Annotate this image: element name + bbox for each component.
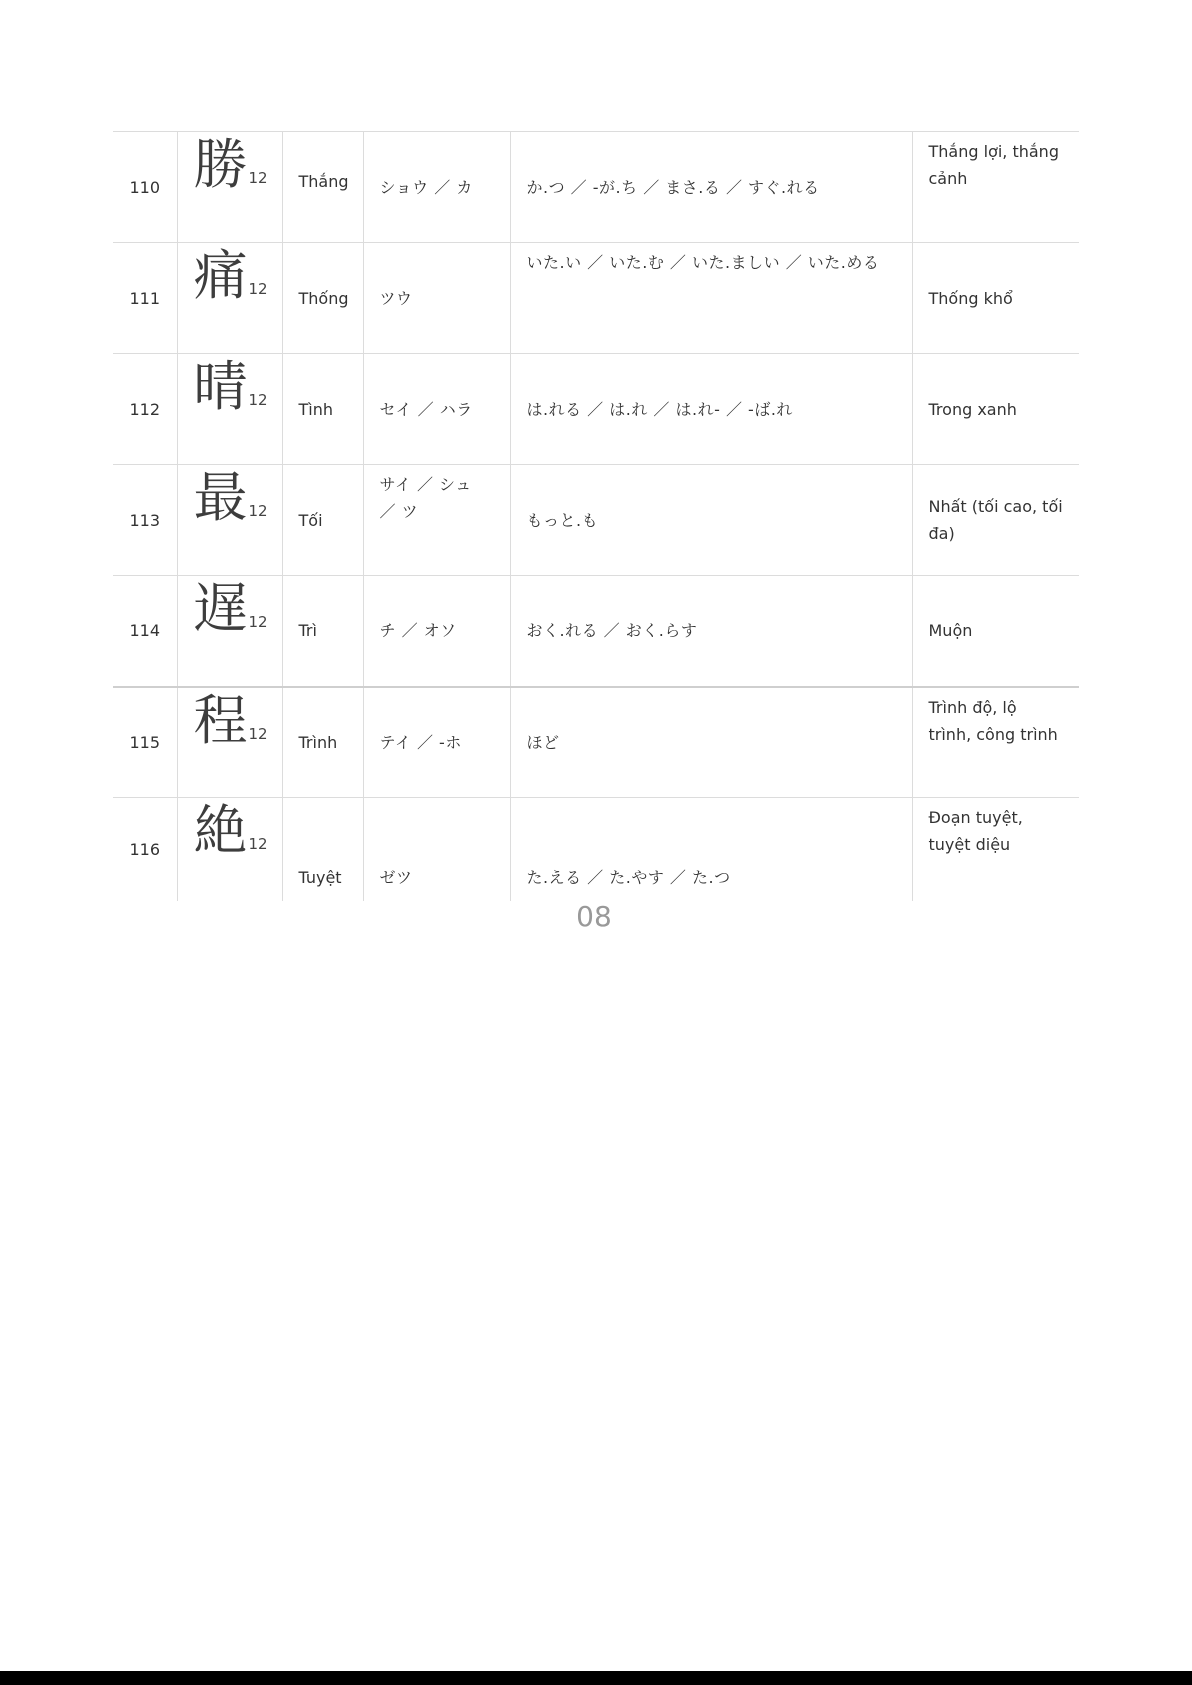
table-row [113, 465, 1079, 576]
han-viet-reading: Tối [282, 465, 363, 576]
stroke-count: 12 [248, 391, 268, 409]
row-number: 113 [113, 465, 177, 576]
meaning: Thắng lợi, thắng cảnh [912, 132, 1079, 243]
kanji-cell [177, 798, 282, 901]
meaning: Trình độ, lộ trình, công trình [912, 687, 1079, 798]
kanji-character: 最 [193, 466, 248, 529]
kanji-character: 程 [193, 688, 248, 752]
on-reading: テイ ／ -ホ [363, 687, 510, 798]
kanji-cell [177, 243, 282, 354]
table-row [113, 132, 1079, 243]
kun-reading: もっと.も [510, 465, 912, 576]
meaning: Trong xanh [912, 354, 1079, 465]
meaning: Nhất (tối cao, tối đa) [912, 465, 1079, 576]
meaning: Thống khổ [912, 243, 1079, 354]
kun-reading: は.れる ／ は.れ ／ は.れ- ／ -ば.れ [510, 354, 912, 465]
kun-reading: か.つ ／ -が.ち ／ まさ.る ／ すぐ.れる [510, 132, 912, 243]
kanji-character: 晴 [193, 355, 248, 418]
kun-reading: いた.い ／ いた.む ／ いた.ましい ／ いた.める [510, 243, 912, 354]
kanji-character: 遅 [193, 577, 248, 640]
stroke-count: 12 [248, 724, 268, 743]
kanji-cell [177, 576, 282, 687]
on-reading: ツウ [363, 243, 510, 354]
row-number: 112 [113, 354, 177, 465]
on-reading: ゼツ [363, 798, 510, 901]
han-viet-reading: Tình [282, 354, 363, 465]
kun-reading: た.える ／ た.やす ／ た.つ [510, 798, 912, 901]
kanji-cell [177, 354, 282, 465]
on-reading: サイ ／ シュ ／ ツ [363, 465, 510, 576]
row-number: 111 [113, 243, 177, 354]
on-reading: チ ／ オソ [363, 576, 510, 687]
kanji-cell [177, 687, 282, 798]
stroke-count: 12 [248, 613, 268, 631]
kanji-character: 勝 [193, 133, 248, 196]
kun-reading: ほど [510, 687, 912, 798]
meaning: Đoạn tuyệt, tuyệt diệu [912, 798, 1079, 901]
on-reading: ショウ ／ カ [363, 132, 510, 243]
han-viet-reading: Tuyệt [282, 798, 363, 901]
row-number: 116 [113, 798, 177, 901]
on-reading: セイ ／ ハラ [363, 354, 510, 465]
stroke-count: 12 [248, 502, 268, 520]
kanji-character: 絶 [193, 799, 248, 862]
han-viet-reading: Thắng [282, 132, 363, 243]
table-row [113, 354, 1079, 465]
row-number: 114 [113, 576, 177, 687]
table-row [113, 243, 1079, 354]
stroke-count: 12 [248, 280, 268, 298]
table-row [113, 687, 1079, 798]
table-row [113, 798, 1079, 901]
bottom-edge-bar [0, 1671, 1192, 1685]
stroke-count: 12 [248, 835, 268, 853]
meaning: Muộn [912, 576, 1079, 687]
table-row [113, 576, 1079, 687]
stroke-count: 12 [248, 169, 268, 187]
kanji-cell [177, 132, 282, 243]
han-viet-reading: Trình [282, 687, 363, 798]
kanji-table [113, 131, 1079, 901]
page-number: 08 [576, 900, 612, 933]
han-viet-reading: Trì [282, 576, 363, 687]
han-viet-reading: Thống [282, 243, 363, 354]
row-number: 110 [113, 132, 177, 243]
kanji-character: 痛 [193, 244, 248, 307]
row-number: 115 [113, 687, 177, 798]
kun-reading: おく.れる ／ おく.らす [510, 576, 912, 687]
kanji-cell [177, 465, 282, 576]
